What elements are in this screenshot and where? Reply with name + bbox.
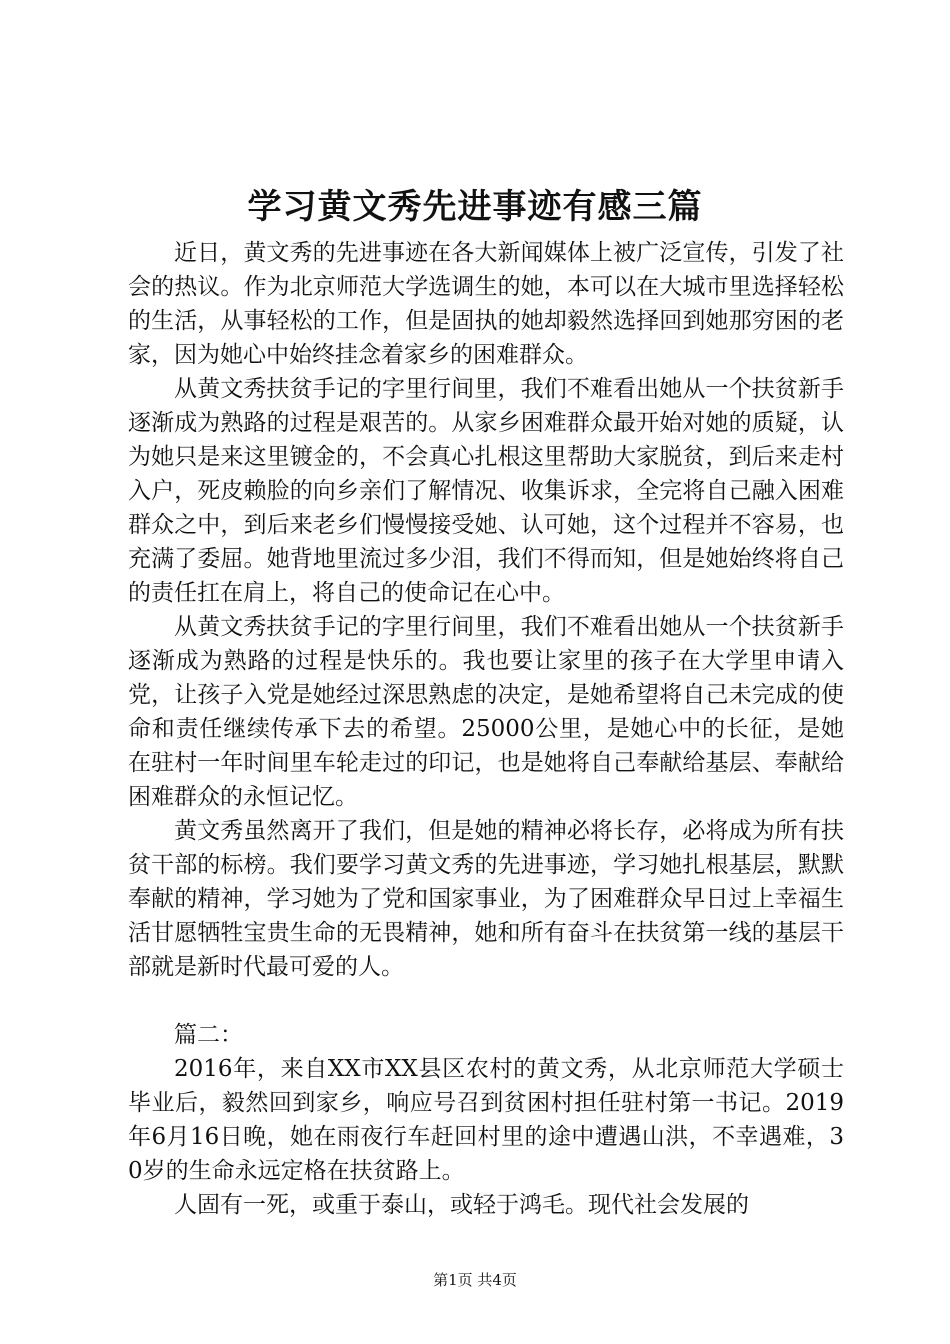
paragraph: 从黄文秀扶贫手记的字里行间里，我们不难看出她从一个扶贫新手逐渐成为熟路的过程是快乐的。我也要让家里的孩子在大学里申请入党，让孩子入党是她经过深思熟虑的决定，是她希望将自己未完成的使命和责任继续传承下去的希望。25000公里，是她心中的长征，是她在驻村一年时间里车轮走过的印记，也是她将自己奉献给基层、奉献给困难群众的永恒记忆。 xyxy=(128,614,844,810)
document-body xyxy=(128,236,844,1222)
section-label: 篇二： xyxy=(174,1022,243,1048)
paragraph: 人固有一死，或重于泰山，或轻于鸿毛。现代社会发展的 xyxy=(174,1192,749,1218)
paragraph: 2016年，来自XX市XX县区农村的黄文秀，从北京师范大学硕士毕业后，毅然回到家乡，响应号召到贫困村担任驻村第一书记。2019年6月16日晚，她在雨夜行车赶回村里的途中遭遇山洪，不幸遇难，30岁的生命永远定格在扶贫路上。 xyxy=(128,1056,844,1184)
page-footer: 第1页 共4页 xyxy=(433,1271,517,1289)
paragraph: 近日，黄文秀的先进事迹在各大新闻媒体上被广泛宣传，引发了社会的热议。作为北京师范大学选调生的她，本可以在大城市里选择轻松的生活，从事轻松的工作，但是固执的她却毅然选择回到她那穷困的老家，因为她心中始终挂念着家乡的困难群众。 xyxy=(128,240,844,368)
paragraph: 从黄文秀扶贫手记的字里行间里，我们不难看出她从一个扶贫新手逐渐成为熟路的过程是艰苦的。从家乡困难群众最开始对她的质疑，认为她只是来这里镀金的，不会真心扎根这里帮助大家脱贫，到后来走村入户，死皮赖脸的向乡亲们了解情况、收集诉求，全完将自己融入困难群众之中，到后来老乡们慢慢接受她、认可她，这个过程并不容易，也充满了委屈。她背地里流过多少泪，我们不得而知，但是她始终将自己的责任扛在肩上，将自己的使命记在心中。 xyxy=(128,376,844,606)
paragraph: 黄文秀虽然离开了我们，但是她的精神必将长存，必将成为所有扶贫干部的标榜。我们要学习黄文秀的先进事迹，学习她扎根基层，默默奉献的精神，学习她为了党和国家事业，为了困难群众早日过上幸福生活甘愿牺牲宝贵生命的无畏精神，她和所有奋斗在扶贫第一线的基层干部就是新时代最可爱的人。 xyxy=(128,818,844,980)
paragraph-spacer xyxy=(128,984,844,1018)
document-title: 学习黄文秀先进事迹有感三篇 xyxy=(247,187,703,227)
